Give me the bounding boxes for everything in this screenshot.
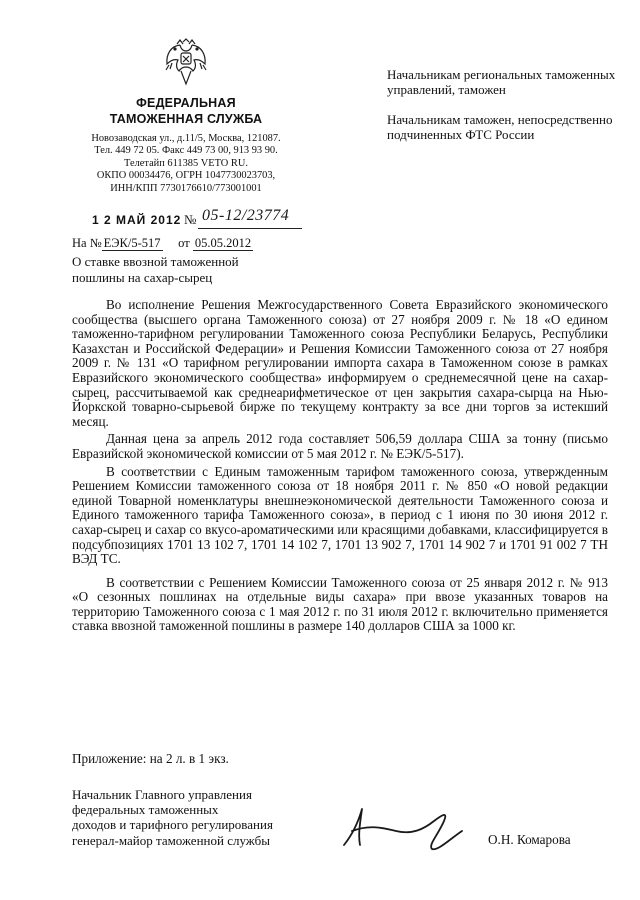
signer-title-line: доходов и тарифного регулирования [72, 817, 273, 833]
signer-title-line: федеральных таможенных [72, 802, 219, 818]
registration-line [92, 207, 312, 233]
signer-title-line: Начальник Главного управления [72, 787, 252, 802]
addressee-regional: Начальникам региональных таможенных управлений, таможен [387, 67, 616, 97]
registration-number-label: № [184, 212, 197, 227]
registration-underline [198, 228, 302, 229]
reference-line [72, 236, 253, 251]
reference-date-prefix: от [178, 236, 190, 250]
contact-line: ИНН/КПП 7730176610/773001001 [110, 182, 262, 194]
subject-line-2: пошлины на сахар-сырец [72, 269, 213, 285]
signer-name: О.Н. Комарова [488, 832, 571, 847]
contact-line: ОКПО 00034476, ОГРН 1047730023703, [96, 170, 276, 182]
contact-details [72, 133, 300, 195]
contact-line: Телетайп 611385 VETO RU. [124, 157, 248, 169]
organization-name [80, 95, 292, 127]
handwritten-signature-icon [338, 801, 468, 853]
body-paragraph-3: В соответствии с Единым таможенным тарифом таможенного союза, утвержденным Решением Комиссии таможенного союза от 18 ноября 2011 г. № 850 «О новой редакции единой Товарной номенклатуры внешнеэкономической деятельности Таможенного союза и Единого таможенного тарифа Таможенного союза», в период с 1 июня по 30 июня 2012 г. сахар-сырец и сахар со вкусо-ароматическими или красящими добавками, классифицируется в подсубпозициях 1701 13 102 7, 1701 14 102 7, 1701 13 902 7, 1701 14 902 7 и 1701 91 002 7 ТН ВЭД ТС. [72, 463, 608, 567]
body-paragraph-2: Данная цена за апрель 2012 года составляет 506,59 доллара США за тонну (письмо Евразийской экономической комиссии от 5 мая 2012 г. № ЕЭК/5-517). [72, 431, 608, 461]
addressee-direct: Начальникам таможен, непосредственно подчиненных ФТС России [387, 112, 613, 142]
contact-line: Тел. 449 72 05. Факс 449 73 00, 913 93 90. [94, 145, 278, 157]
org-line-1: ФЕДЕРАЛЬНАЯ [136, 96, 236, 110]
registration-date: 1 2 МАЙ 2012 [92, 213, 182, 227]
signer-title-line: генерал-майор таможенной службы [72, 832, 270, 848]
contact-line: Новозаводская ул., д.11/5, Москва, 121087. [91, 133, 281, 144]
attachment-note: Приложение: на 2 л. в 1 экз. [72, 751, 229, 766]
reference-date: 05.05.2012 [194, 236, 252, 250]
body-paragraph-1: Во исполнение Решения Межгосударственного Совета Евразийского экономического сообщества (высшего органа Таможенного союза) от 27 ноября 2009 г. № 18 «О едином таможенно-тарифном регулировании Таможенного союза Республики Беларусь, Республики Казахстан и Российской Федерации» и Решения Комиссии Таможенного союза от 27 ноября 2009 г. № 131 «О тарифном регулировании импорта сахара в Таможенном союзе в рамках Евразийского экономического сообщества» информируем о среднемесячной цене на сахар-сырец, рассчитываемой как среднеарифметическое от цен закрытия сахара-сырца на Нью-Йоркской товарно-сырьевой бирже по текущему контракту за все дни торгов за истекший месяц. [72, 297, 608, 429]
registration-number: 05-12/23774 [202, 207, 290, 224]
body-paragraph-4: В соответствии с Решением Комиссии Таможенного союза от 25 января 2012 г. № 913 «О сезонных пошлинах на отдельные виды сахара» при ввозе указанных товаров на территорию Таможенного союза с 1 мая 2012 г. по 31 июля 2012 г. включительно применяется ставка ввозной таможенной пошлины в размере 140 долларов США за 1000 кг. [72, 574, 608, 634]
signer-title [72, 787, 332, 848]
reference-prefix: На № [72, 236, 102, 250]
letter-body [72, 298, 608, 634]
letter-subject [72, 254, 282, 285]
reference-number: ЕЭК/5-517 [103, 236, 161, 250]
double-headed-eagle-icon [163, 38, 209, 88]
subject-line-1: О ставке ввозной таможенной [72, 254, 239, 269]
org-line-2: ТАМОЖЕННАЯ СЛУЖБА [109, 112, 263, 126]
